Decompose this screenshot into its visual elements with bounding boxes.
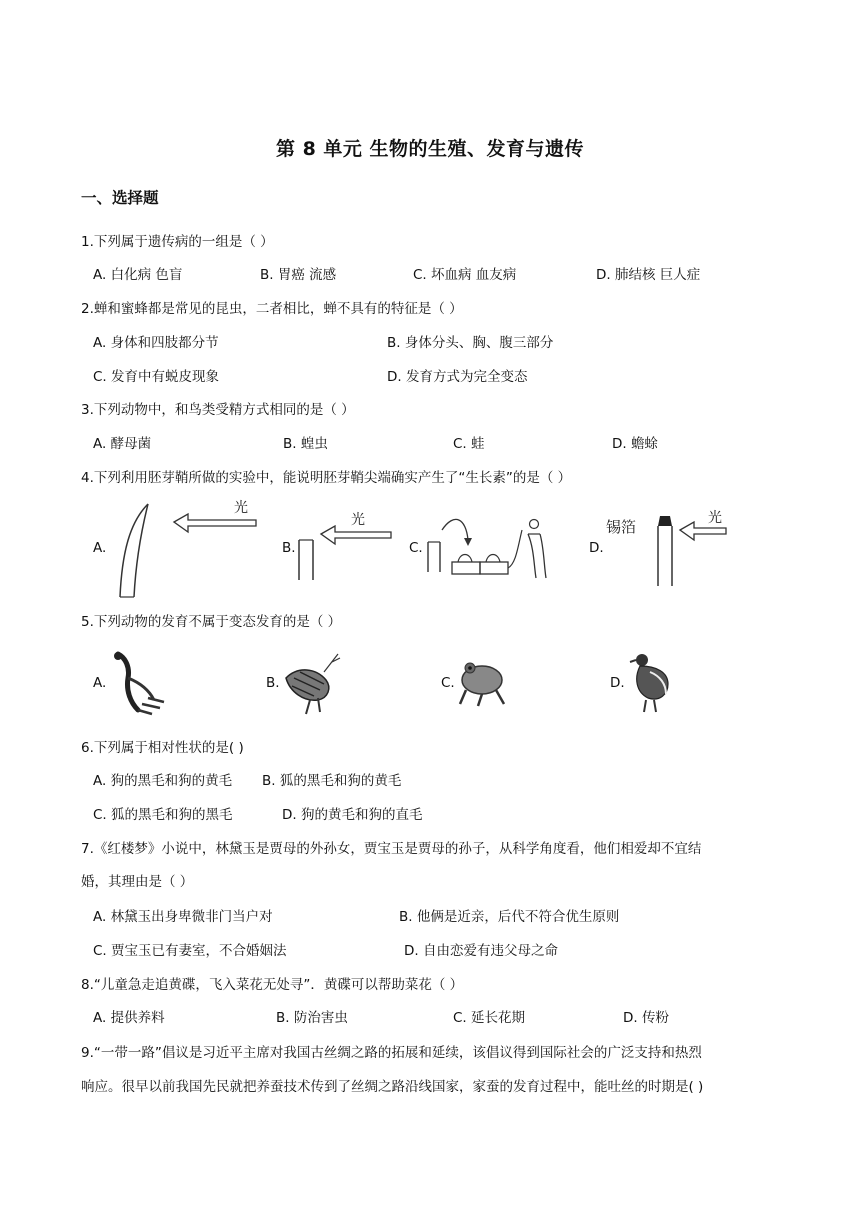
question-5-stem: 5.下列动物的发育不属于变态发育的是（ ） — [81, 614, 342, 630]
question-1-stem: 1.下列属于遗传病的一组是（ ） — [81, 234, 274, 250]
question-8-option-b[interactable]: B. 防治害虫 — [276, 1010, 348, 1026]
question-9-stem-line2: 响应。很早以前我国先民就把养蚕技术传到了丝绸之路沿线国家，家蚕的发育过程中，能吐丝的时期是( ) — [81, 1079, 704, 1095]
question-4-option-c[interactable]: C. — [409, 540, 423, 556]
question-3-option-d[interactable]: D. 蟾蜍 — [612, 436, 658, 452]
question-4-option-b[interactable]: B. — [282, 540, 296, 556]
question-7-option-b[interactable]: B. 他俩是近亲，后代不符合优生原则 — [399, 909, 620, 925]
question-4-stem: 4.下列利用胚芽鞘所做的实验中，能说明胚芽鞘尖端确实产生了“生长素”的是（ ） — [81, 470, 572, 486]
question-2-option-d[interactable]: D. 发育方式为完全变态 — [387, 369, 528, 385]
question-7-option-c[interactable]: C. 贾宝玉已有妻室，不合婚姻法 — [93, 943, 287, 959]
question-2-option-a[interactable]: A. 身体和四肢都分节 — [93, 335, 219, 351]
question-5-option-d[interactable]: D. — [610, 675, 625, 691]
coleoptile-figure-b — [293, 510, 403, 582]
question-1-option-c[interactable]: C. 坏血病 血友病 — [413, 267, 517, 283]
question-6-option-a[interactable]: A. 狗的黑毛和狗的黄毛 — [93, 773, 233, 789]
question-8-option-d[interactable]: D. 传粉 — [623, 1010, 669, 1026]
question-7-stem-line2: 婚，其理由是（ ） — [81, 874, 194, 890]
page-title: 第 8 单元 生物的生殖、发育与遗传 — [275, 138, 585, 160]
question-7-stem-line1: 7.《红楼梦》小说中，林黛玉是贾母的外孙女，贾宝玉是贾母的孙子，从科学角度看，他们相爱却不宜结 — [81, 841, 702, 857]
question-3-option-a[interactable]: A. 酵母菌 — [93, 436, 152, 452]
insect-figure-a — [108, 648, 170, 720]
question-2-stem: 2.蝉和蜜蜂都是常见的昆虫，二者相比，蝉不具有的特征是（ ） — [81, 301, 463, 317]
question-6-stem: 6.下列属于相对性状的是( ) — [81, 740, 244, 756]
question-5-option-b[interactable]: B. — [266, 675, 280, 691]
question-3-option-c[interactable]: C. 蛙 — [453, 436, 485, 452]
question-8-option-c[interactable]: C. 延长花期 — [453, 1010, 526, 1026]
coleoptile-figure-d — [602, 502, 732, 588]
question-9-stem-line1: 9.“一带一路”倡议是习近平主席对我国古丝绸之路的拓展和延续，该倡议得到国际社会的广泛支持和热烈 — [81, 1045, 702, 1061]
pigeon-figure-d — [628, 648, 674, 716]
question-6-option-b[interactable]: B. 狐的黑毛和狗的黄毛 — [262, 773, 402, 789]
question-2-option-b[interactable]: B. 身体分头、胸、腹三部分 — [387, 335, 554, 351]
light-label-b: 光 — [351, 512, 365, 528]
question-8-stem: 8.“儿童急走追黄碟，飞入菜花无处寻”．黄碟可以帮助菜花（ ） — [81, 977, 464, 993]
question-6-option-c[interactable]: C. 狐的黑毛和狗的黑毛 — [93, 807, 233, 823]
light-label-a: 光 — [234, 500, 248, 516]
section-heading: 一、选择题 — [81, 189, 159, 207]
insect-figure-b — [280, 648, 344, 718]
frog-figure-c — [456, 654, 510, 710]
question-1-option-d[interactable]: D. 肺结核 巨人症 — [596, 267, 701, 283]
question-5-option-a[interactable]: A. — [93, 675, 107, 691]
question-1-option-b[interactable]: B. 胃癌 流感 — [260, 267, 337, 283]
question-3-option-b[interactable]: B. 蝗虫 — [283, 436, 328, 452]
question-6-option-d[interactable]: D. 狗的黄毛和狗的直毛 — [282, 807, 423, 823]
question-4-option-d[interactable]: D. — [589, 540, 604, 556]
coleoptile-figure-a — [108, 492, 268, 600]
foil-label: 锡箔 — [606, 518, 637, 536]
question-7-option-a[interactable]: A. 林黛玉出身卑微非门当户对 — [93, 909, 273, 925]
question-5-option-c[interactable]: C. — [441, 675, 455, 691]
question-4-option-a[interactable]: A. — [93, 540, 107, 556]
light-label-d: 光 — [708, 510, 722, 526]
coleoptile-figure-c — [422, 508, 562, 582]
question-7-option-d[interactable]: D. 自由恋爱有违父母之命 — [404, 943, 558, 959]
question-3-stem: 3.下列动物中，和鸟类受精方式相同的是（ ） — [81, 402, 355, 418]
question-2-option-c[interactable]: C. 发育中有蜕皮现象 — [93, 369, 220, 385]
question-8-option-a[interactable]: A. 提供养料 — [93, 1010, 165, 1026]
question-1-option-a[interactable]: A. 白化病 色盲 — [93, 267, 183, 283]
